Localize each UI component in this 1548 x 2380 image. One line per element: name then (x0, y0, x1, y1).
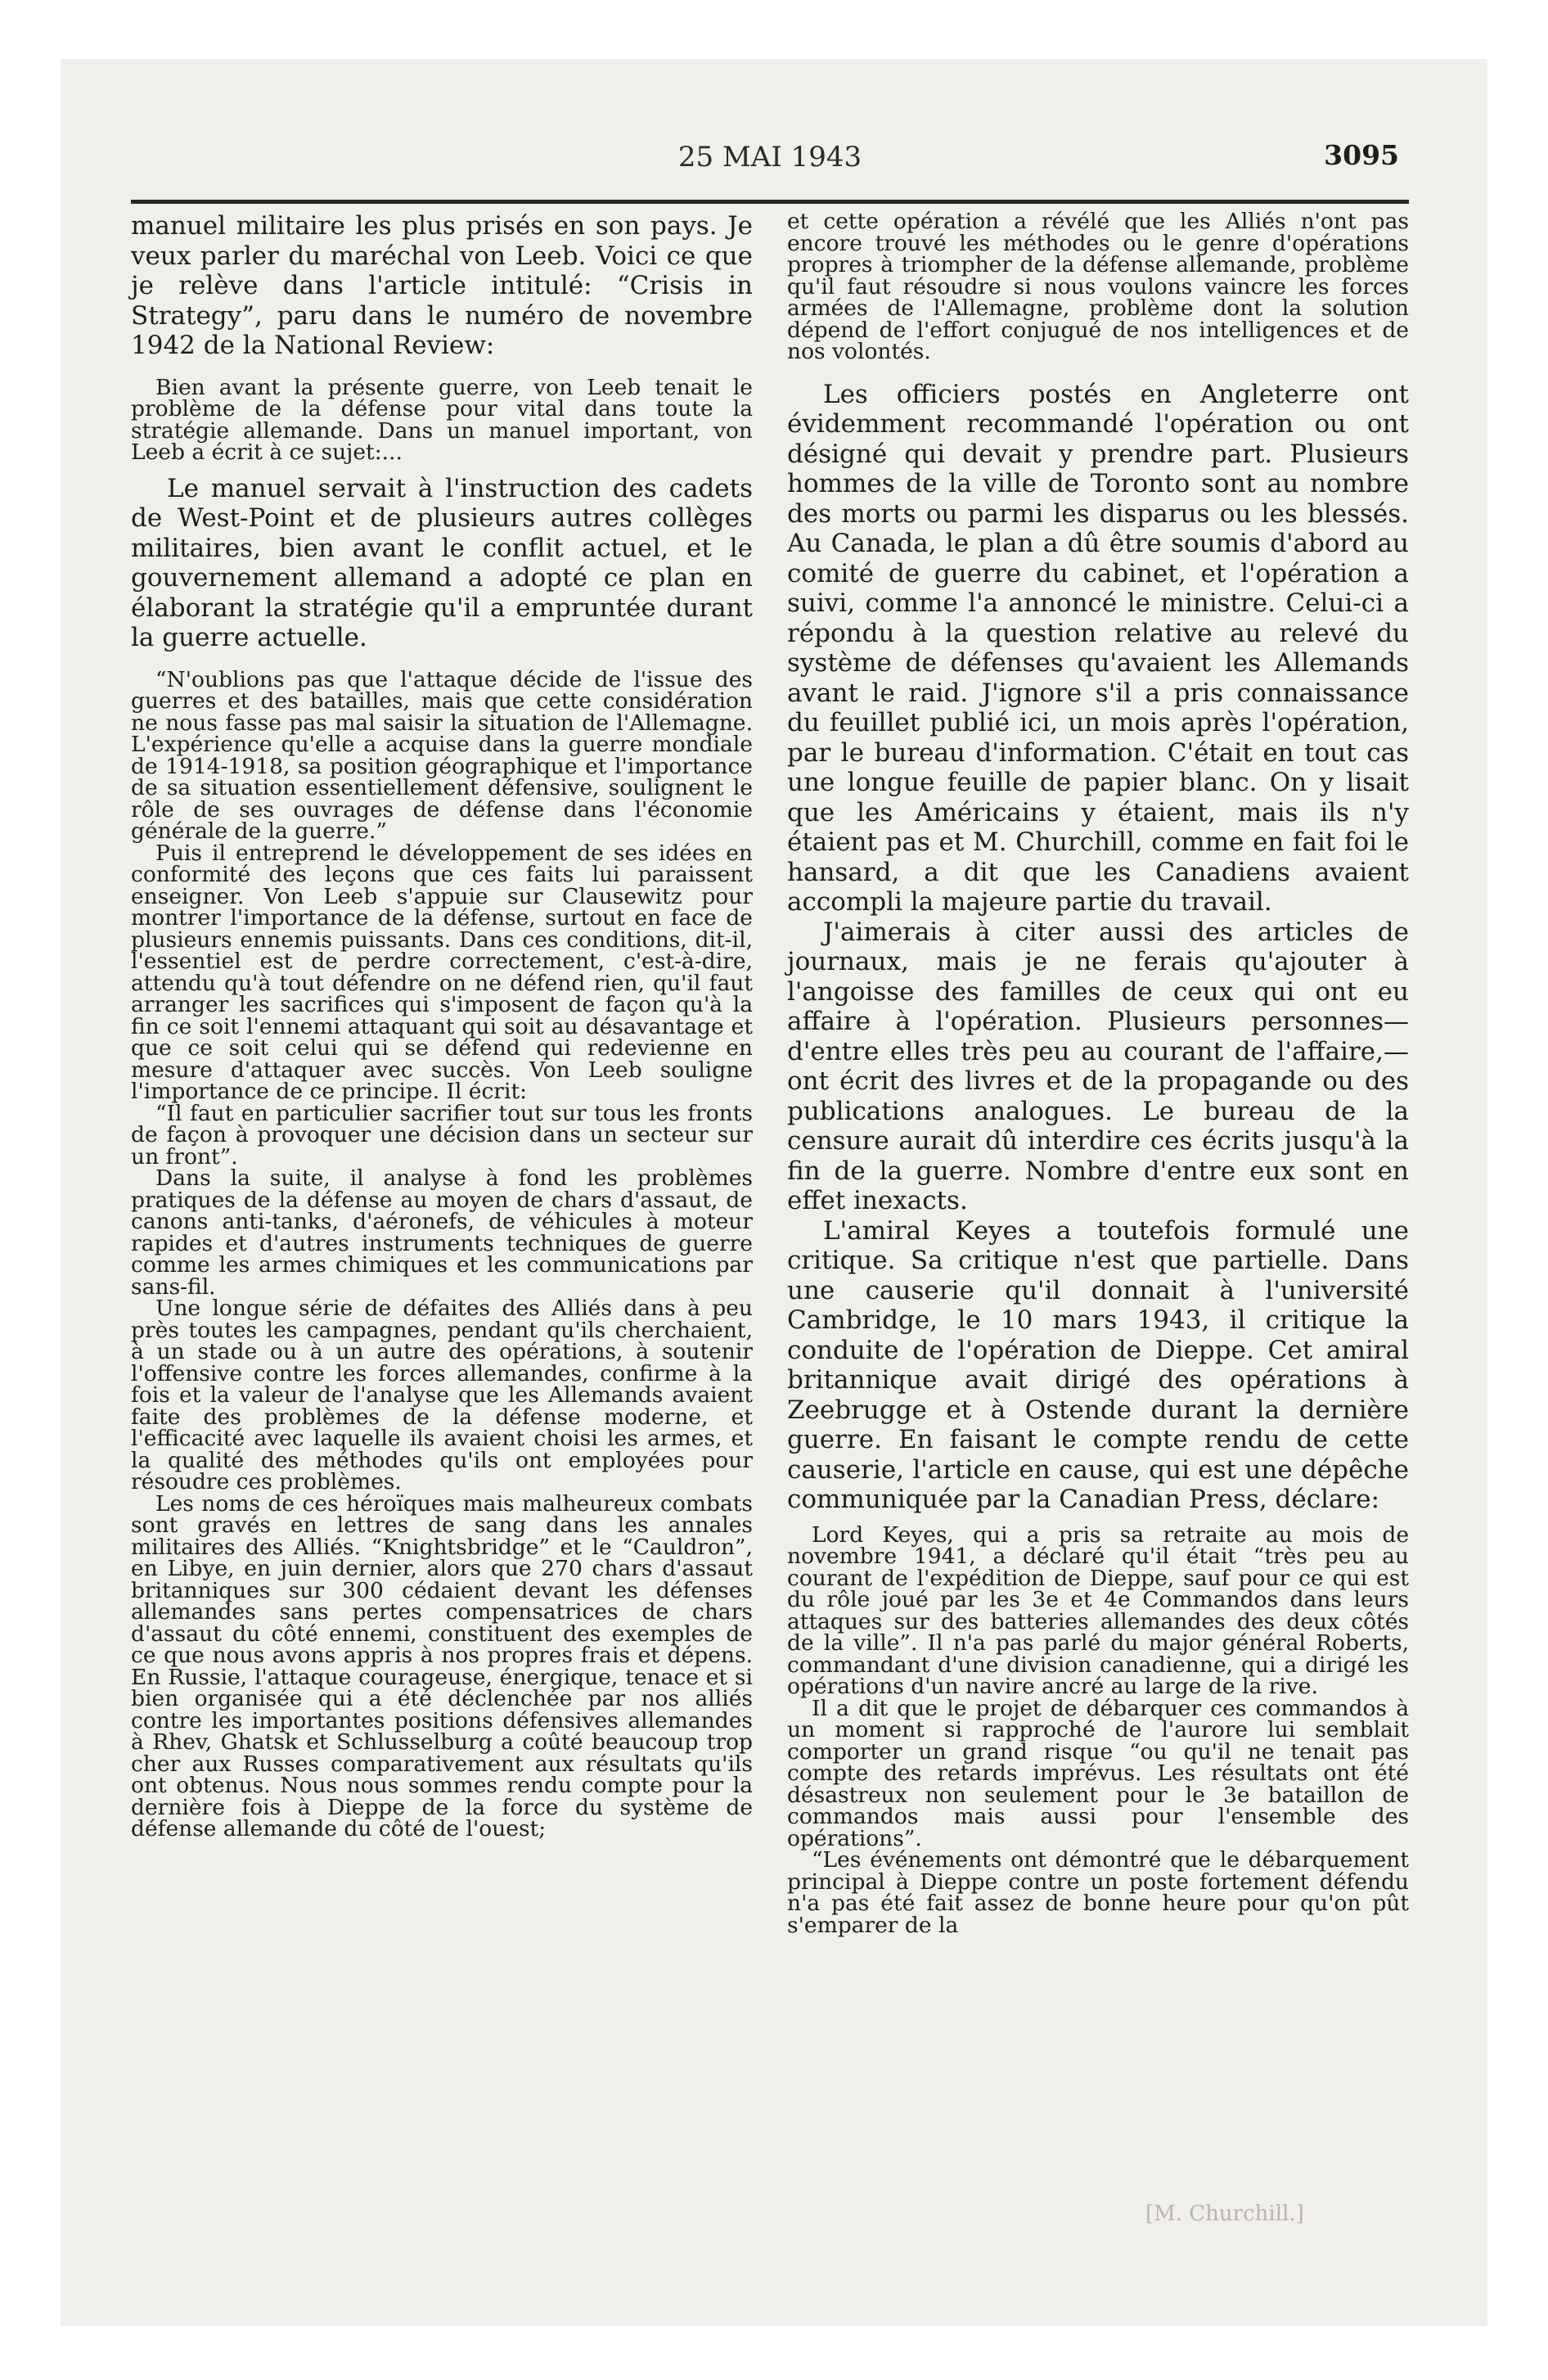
paragraph: Les officiers postés en Angleterre ont évidemment recommandé l'opération ou ont désigné qui devait y prendre part. Plusieurs hommes de la ville de Toronto sont au nombre des morts ou parmi les disparus ou les blessés. Au Canada, le plan a dû être soumis d'abord au comité de guerre du cabinet, et l'opération a suivi, comme l'a annoncé le ministre. Celui-ci a répondu à la question relative au relevé du système de défenses qu'avaient les Allemands avant le raid. J'ignore s'il a pris connaissance du feuillet publié ici, un mois après l'opération, par le bureau d'information. C'était en tout cas une longue feuille de papier blanc. On y lisait que les Américains y étaient, mais ils n'y étaient pas et M. Churchill, comme en fait foi le hansard, a dit que les Canadiens avaient accompli la majeure partie du travail. (787, 379, 1409, 917)
page-number: 3095 (1324, 139, 1399, 171)
paragraph: J'aimerais à citer aussi des articles de journaux, mais je ne ferais qu'ajouter à l'angoisse des familles de ceux qui ont eu affaire à l'opération. Plusieurs personnes—d'entre elles très peu au courant de l'affaire,— ont écrit des livres et de la propagande ou des publications analogues. Le bureau de la censure aurait dû interdire ces écrits jusqu'à la fin de la guerre. Nombre d'entre eux sont en effet inexacts. (787, 917, 1409, 1215)
paragraph: Le manuel servait à l'instruction des cadets de West-Point et de plusieurs autres collèges militaires, bien avant le conflit actuel, et le gouvernement allemand a adopté ce plan en élaborant la stratégie qu'il a empruntée durant la guerre actuelle. (131, 473, 753, 652)
quotation: Il a dit que le projet de débarquer ces commandos à un moment si rapproché de l'aurore lui semblait comporter un grand risque “ou qu'il ne tenait pas compte des retards imprévus. Les résultats ont été désastreux non seulement pour le 3e bataillon de commandos mais aussi pour l'ensemble des opérations”. (787, 1695, 1409, 1851)
quotation: Une longue série de défaites des Alliés dans à peu près toutes les campagnes, pendant qu'ils cherchaient, à un stade ou à un autre des opérations, à soutenir l'offensive contre les forces allemandes, confirme à la fois et la valeur de l'analyse que les Allemands avaient faite des problèmes de la défense moderne, et l'efficacité avec laquelle ils avaient choisi les armes, et la qualité des méthodes qu'ils ont employées pour résoudre ces problèmes. (131, 1296, 753, 1494)
quotation: “Il faut en particulier sacrifier tout sur tous les fronts de façon à provoquer une décision dans un secteur sur un front”. (131, 1100, 753, 1170)
running-header (131, 137, 1409, 183)
quotation: Puis il entreprend le développement de ses idées en conformité des leçons que ces faits lui paraissent enseigner. Von Leeb s'appuie sur Clausewitz pour montrer l'importance de la défense, surtout en face de plusieurs ennemis puissants. Dans ces conditions, dit-il, l'essentiel est de perdre correctement, c'est-à-dire, attendu qu'à tout défendre on ne défend rien, qu'il faut arranger les sacrifices qui s'imposent de façon qu'à la fin ce soit l'ennemi attaquant qui soit au désavantage et que ce soit celui qui se défend qui redevienne en mesure d'attaquer avec succès. Von Leeb souligne l'importance de ce principe. Il écrit: (131, 840, 753, 1104)
show-through-text: [M. Churchill.] (1145, 2202, 1304, 2226)
quotation: “N'oublions pas que l'attaque décide de l'issue des guerres et des batailles, mais que cette considération ne nous fasse pas mal saisir la situation de l'Allemagne. L'expérience qu'elle a acquise dans la guerre mondiale de 1914-1918, sa position géographique et l'importance de sa situation essentiellement défensive, soulignent le rôle de ses ouvrages de défense dans l'économie générale de la guerre.” (131, 666, 753, 844)
quotation: et cette opération a révélé que les Alliés n'ont pas encore trouvé les méthodes ou le genre d'opérations propres à triompher de la défense allemande, problème qu'il faut résoudre si nous voulons vaincre les forces armées de l'Allemagne, problème dont la solution dépend de l'effort conjugué de nos intelligences et de nos volontés. (787, 209, 1409, 364)
quotation: Les noms de ces héroïques mais malheureux combats sont gravés en lettres de sang dans les annales militaires des Alliés. “Knightsbridge” et le “Cauldron”, en Libye, en juin dernier, alors que 270 chars d'assaut britanniques sur 300 cédaient devant les défenses allemandes sans pertes compensatrices de chars d'assaut du côté ennemi, constituent des exemples de ce que nous avons appris à nos propres frais et dépens. En Russie, l'attaque courageuse, énergique, tenace et si bien organisée qui a été déclenchée par nos alliés contre les importantes positions défensives allemandes à Rhev, Ghatsk et Schlusselburg a coûté beaucoup trop cher aux Russes comparativement aux résultats qu'ils ont obtenus. Nous nous sommes rendu compte pour la dernière fois à Dieppe de la force du système de défense allemande du côté de l'ouest; (131, 1490, 753, 1841)
right-column (787, 211, 1409, 1936)
quotation: “Les événements ont démontré que le débarquement principal à Dieppe contre un poste fortement défendu n'a pas été fait assez de bonne heure pour qu'on pût s'emparer de la (787, 1847, 1409, 1938)
page-date: 25 MAI 1943 (677, 141, 862, 174)
quotation: Bien avant la présente guerre, von Leeb tenait le problème de la défense pour vital dans toute la stratégie allemande. Dans un manuel important, von Leeb a écrit à ce sujet:... (131, 374, 753, 465)
quotation: Dans la suite, il analyse à fond les problèmes pratiques de la défense au moyen de chars d'assaut, de canons anti-tanks, d'aéronefs, de véhicules à moteur rapides et d'autres instruments techniques de guerre comme les armes chimiques et les communications par sans-fil. (131, 1165, 753, 1300)
paragraph: L'amiral Keyes a toutefois formulé une critique. Sa critique n'est que partielle. Dans une causerie qu'il donnait à l'université Cambridge, le 10 mars 1943, il critique la conduite de l'opération de Dieppe. Cet amiral britannique avait dirigé des opérations à Zeebrugge et à Ostende durant la dernière guerre. En faisant le compte rendu de cette causerie, l'article en cause, qui est une dépêche communiquée par la Canadian Press, déclare: (787, 1215, 1409, 1514)
left-column (131, 211, 753, 1841)
quotation: Lord Keyes, qui a pris sa retraite au mois de novembre 1941, a déclaré qu'il était “très peu au courant de l'expédition de Dieppe, sauf pour ce qui est du rôle joué par les 3e et 4e Commandos dans leurs attaques sur des batteries allemandes des deux côtés de la ville”. Il n'a pas parlé du major général Roberts, commandant d'une division canadienne, qui a dirigé les opérations d'un navire ancré au large de la rive. (787, 1521, 1409, 1699)
paragraph: manuel militaire les plus prisés en son pays. Je veux parler du maréchal von Leeb. Voici ce que je relève dans l'article intitulé: “Crisis in Strategy”, paru dans le numéro de novembre 1942 de la National Review: (131, 211, 753, 360)
header-rule (131, 200, 1409, 204)
